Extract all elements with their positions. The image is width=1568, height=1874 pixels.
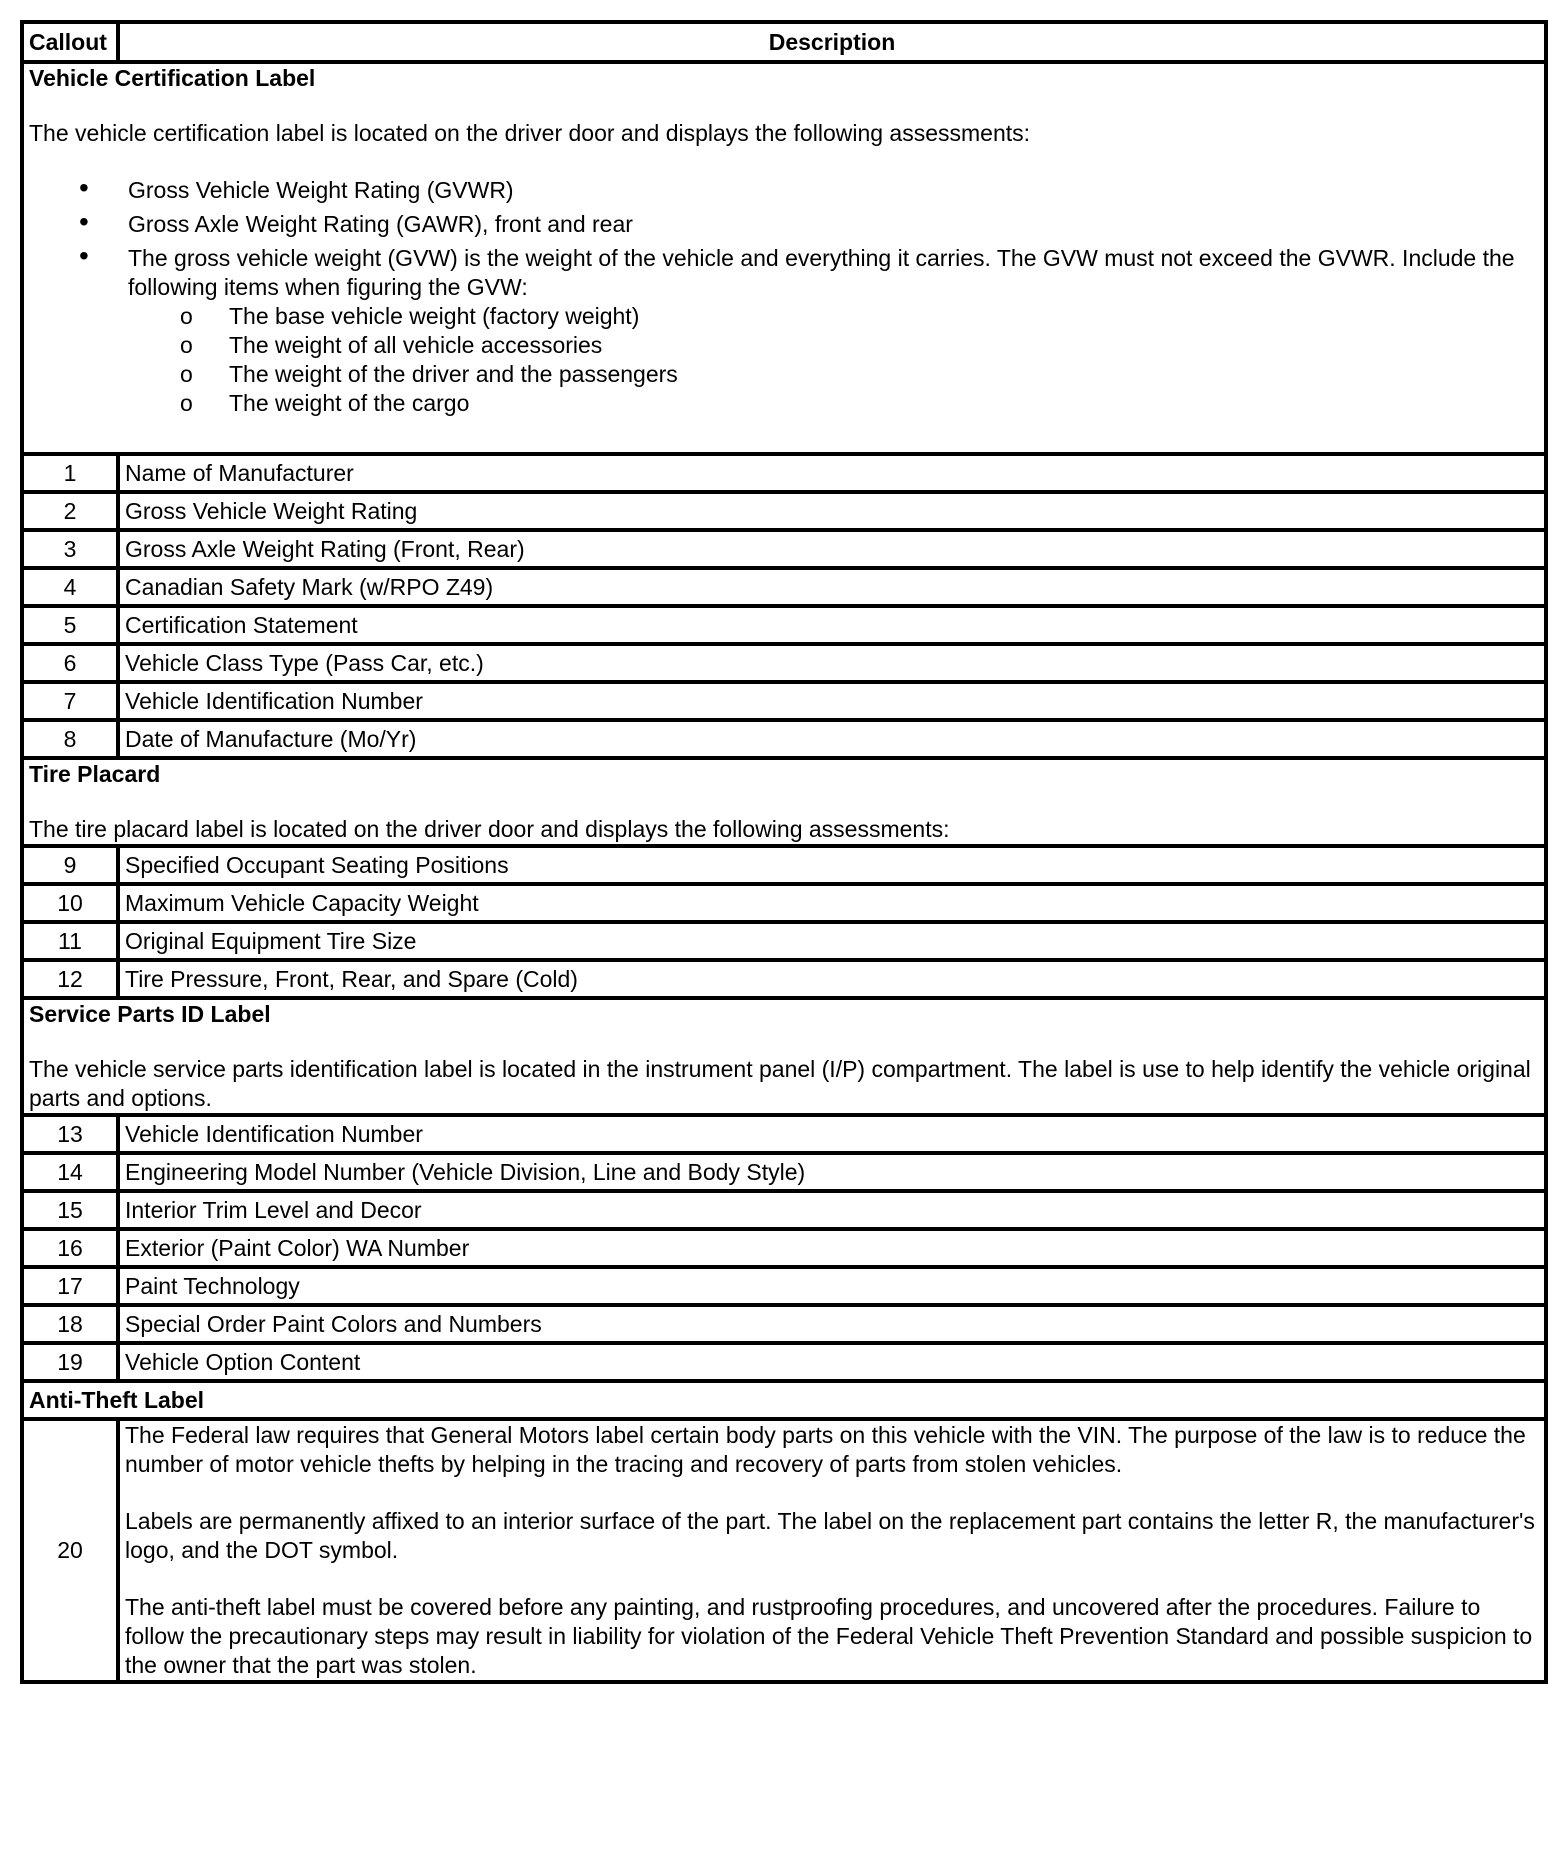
section-title: Service Parts ID Label: [29, 1001, 271, 1027]
sub-bullet-list: [128, 302, 1539, 418]
section-title: Tire Placard: [29, 761, 161, 787]
section-row-tire: [22, 758, 1546, 846]
callout-description: Paint Technology: [118, 1267, 1546, 1305]
section-certification: [22, 62, 1546, 454]
paragraph: Labels are permanently affixed to an interior surface of the part. The label on the replacement part contains the letter R, the manufacturer's logo, and the DOT symbol.: [125, 1508, 1535, 1563]
callout-number: 15: [22, 1191, 118, 1229]
callout-description: Canadian Safety Mark (w/RPO Z49): [118, 568, 1546, 606]
callout-number: 4: [22, 568, 118, 606]
callout-description: Special Order Paint Colors and Numbers: [118, 1305, 1546, 1343]
table-row: [22, 922, 1546, 960]
table-row: [22, 492, 1546, 530]
section-row-antitheft: [22, 1381, 1546, 1419]
callout-number: 8: [22, 720, 118, 758]
callout-description: Gross Vehicle Weight Rating: [118, 492, 1546, 530]
bullet-item: [29, 244, 1539, 418]
table-row: [22, 1153, 1546, 1191]
callout-number: 5: [22, 606, 118, 644]
table-row: [22, 1191, 1546, 1229]
callout-description: Vehicle Class Type (Pass Car, etc.): [118, 644, 1546, 682]
table-row: [22, 720, 1546, 758]
callout-number: 3: [22, 530, 118, 568]
table-row: [22, 960, 1546, 998]
callout-description: Certification Statement: [118, 606, 1546, 644]
section-service-parts: [22, 998, 1546, 1115]
antitheft-title: Anti-Theft Label: [29, 1386, 205, 1413]
callout-header: Callout: [22, 22, 118, 62]
callout-description: Original Equipment Tire Size: [118, 922, 1546, 960]
section-intro: The vehicle service parts identification label is located in the instrument panel (I/P) compartment. The label is use to help identify the vehicle original parts and options.: [29, 1056, 1531, 1111]
table-row: [22, 1419, 1546, 1682]
callout-table: [20, 20, 1548, 1684]
callout-description: Maximum Vehicle Capacity Weight: [118, 884, 1546, 922]
callout-description: Interior Trim Level and Decor: [118, 1191, 1546, 1229]
callout-number: 9: [22, 846, 118, 884]
sub-bullet-item: o The weight of all vehicle accessories: [229, 331, 1539, 360]
table-row: [22, 884, 1546, 922]
callout-number: 20: [22, 1419, 118, 1682]
sub-bullet-item: o The weight of the cargo: [229, 389, 1539, 418]
callout-description: Vehicle Identification Number: [118, 1115, 1546, 1153]
table-row: [22, 1115, 1546, 1153]
table-row: [22, 1229, 1546, 1267]
callout-description: Name of Manufacturer: [118, 454, 1546, 492]
sub-bullet-item: o The weight of the driver and the passengers: [229, 360, 1539, 389]
callout-number: 7: [22, 682, 118, 720]
callout-description: Vehicle Option Content: [118, 1343, 1546, 1381]
callout-description: Tire Pressure, Front, Rear, and Spare (Cold): [118, 960, 1546, 998]
bullet-list: [29, 176, 1539, 418]
section-tire-placard: [22, 758, 1546, 846]
callout-description: Vehicle Identification Number: [118, 682, 1546, 720]
section-intro: The vehicle certification label is located on the driver door and displays the following assessments:: [29, 120, 1031, 146]
section-intro: The tire placard label is located on the driver door and displays the following assessments:: [29, 816, 950, 842]
callout-number: 19: [22, 1343, 118, 1381]
bullet-item: • Gross Axle Weight Rating (GAWR), front and rear: [29, 210, 1539, 239]
callout-number: 1: [22, 454, 118, 492]
callout-description: Engineering Model Number (Vehicle Division, Line and Body Style): [118, 1153, 1546, 1191]
section-row-certification: [22, 62, 1546, 454]
table-row: [22, 1305, 1546, 1343]
section-title: [22, 1381, 1546, 1419]
callout-description: Exterior (Paint Color) WA Number: [118, 1229, 1546, 1267]
callout-number: 6: [22, 644, 118, 682]
table-row: [22, 1267, 1546, 1305]
sub-bullet-item: o The base vehicle weight (factory weight): [229, 302, 1539, 331]
table-row: [22, 606, 1546, 644]
table-row: [22, 682, 1546, 720]
table-row: [22, 1343, 1546, 1381]
bullet-text: The gross vehicle weight (GVW) is the weight of the vehicle and everything it carries. The GVW must not exceed the GVWR. Include the following items when figuring the GVW:: [128, 245, 1515, 300]
callout-description: Date of Manufacture (Mo/Yr): [118, 720, 1546, 758]
callout-number: 14: [22, 1153, 118, 1191]
table-row: [22, 530, 1546, 568]
callout-number: 18: [22, 1305, 118, 1343]
callout-number: 13: [22, 1115, 118, 1153]
description-header: Description: [118, 22, 1546, 62]
callout-number: 2: [22, 492, 118, 530]
paragraph: The Federal law requires that General Motors label certain body parts on this vehicle with the VIN. The purpose of the law is to reduce the number of motor vehicle thefts by helping in the tracing and recovery of parts from stolen vehicles.: [125, 1422, 1526, 1477]
paragraph: The anti-theft label must be covered before any painting, and rustproofing procedures, and uncovered after the procedures. Failure to follow the precautionary steps may result in liability for violation of the Federal Vehicle Theft Prevention Standard and possible suspicion to the owner that the part was stolen.: [125, 1594, 1533, 1678]
callout-number: 17: [22, 1267, 118, 1305]
header-row: [22, 22, 1546, 62]
section-row-service: [22, 998, 1546, 1115]
table-row: [22, 644, 1546, 682]
callout-number: 12: [22, 960, 118, 998]
callout-number: 11: [22, 922, 118, 960]
callout-number: 10: [22, 884, 118, 922]
section-title: Vehicle Certification Label: [29, 65, 316, 91]
bullet-item: • Gross Vehicle Weight Rating (GVWR): [29, 176, 1539, 205]
table-row: [22, 568, 1546, 606]
callout-description: Gross Axle Weight Rating (Front, Rear): [118, 530, 1546, 568]
callout-number: 16: [22, 1229, 118, 1267]
callout-description: [118, 1419, 1546, 1682]
table-row: [22, 846, 1546, 884]
callout-description: Specified Occupant Seating Positions: [118, 846, 1546, 884]
table-row: [22, 454, 1546, 492]
